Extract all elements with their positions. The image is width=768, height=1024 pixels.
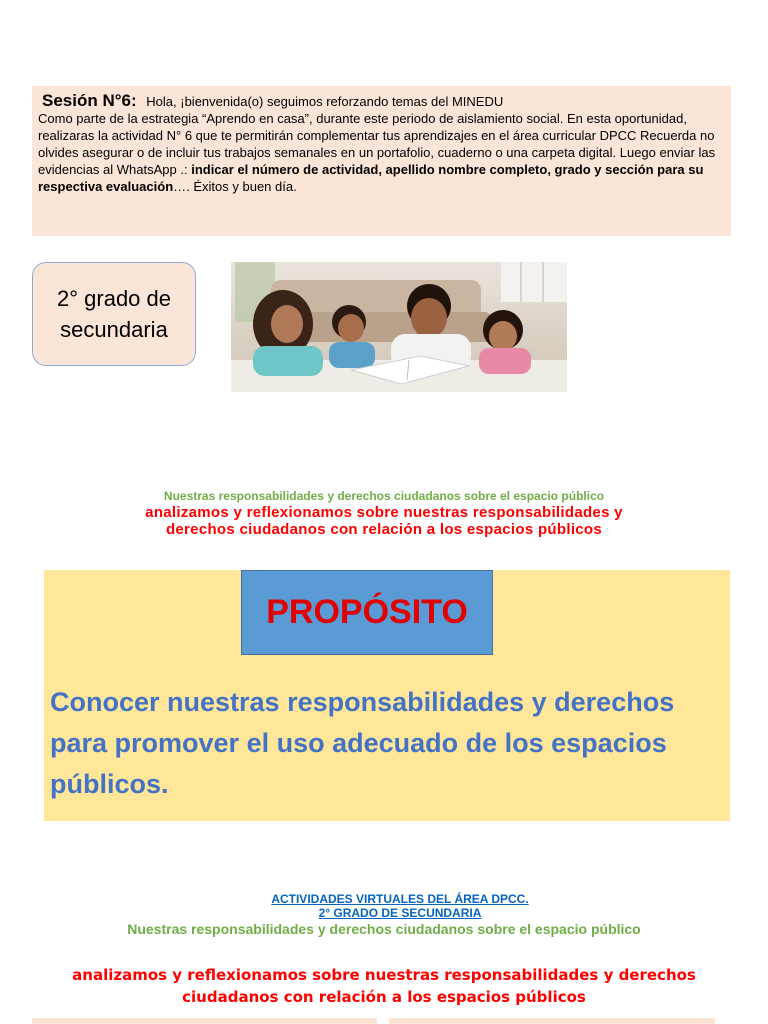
activities-topic-red-line-1: analizamos y reflexionamos sobre nuestras responsabilidades y derechos [72,966,696,984]
topic-title-red [0,504,768,538]
purpose-text [50,682,726,805]
activities-heading-link[interactable] [0,892,768,920]
bottom-box-left [32,1018,377,1024]
activities-heading-line-1[interactable]: ACTIVIDADES VIRTUALES DEL ÁREA DPCC. [271,892,529,906]
family-reading-photo [231,262,567,392]
purpose-header: PROPÓSITO [241,570,493,655]
grade-line-1: 2° grado de [57,286,171,311]
grade-line-2: secundaria [60,317,168,342]
topic-title-green: Nuestras responsabilidades y derechos ciudadanos sobre el espacio público [163,489,605,503]
family-photo-illustration [231,262,567,392]
activities-topic-red [0,964,768,1008]
session-body-end: …. Éxitos y buen día. [173,179,297,194]
bottom-box-right [389,1018,715,1024]
session-body [38,110,723,195]
topic-title-red-line-1: analizamos y reflexionamos sobre nuestras responsabilidades y [145,504,623,521]
session-intro-box [32,86,731,236]
topic-title-red-line-2: derechos ciudadanos con relación a los espacios públicos [165,521,603,538]
activities-topic-red-line-2: ciudadanos con relación a los espacios públicos [182,988,586,1006]
purpose-line-3: públicos. [50,769,169,799]
purpose-line-2: para promover el uso adecuado de los espacios [50,728,667,758]
activities-heading-line-2[interactable]: 2° GRADO DE SECUNDARIA [318,906,482,920]
session-title: Sesión N°6: [42,91,137,110]
activities-topic-green: Nuestras responsabilidades y derechos ciudadanos sobre el espacio público [127,921,641,937]
grade-box [32,262,196,366]
purpose-line-1: Conocer nuestras responsabilidades y derechos [50,687,675,717]
session-greeting: Hola, ¡bienvenida(o) seguimos reforzando temas del MINEDU [146,94,504,109]
session-body-bold: indicar el número de actividad, apellido nombre completo, grado y sección para su respectiva evaluación [38,162,704,194]
purpose-box [44,570,730,821]
session-body-text: Como parte de la estrategia “Aprendo en casa”, durante este periodo de aislamiento social. En esta oportunidad, realizaras la actividad N° 6 que te permitirán complementar tus aprendizajes en el área curricular DPCC Recuerda no olvides asegurar o de incluir tus trabajos semanales en un portafolio, cuaderno o una carpeta digital. Luego enviar las evidencias al WhatsApp .: [38,111,716,177]
